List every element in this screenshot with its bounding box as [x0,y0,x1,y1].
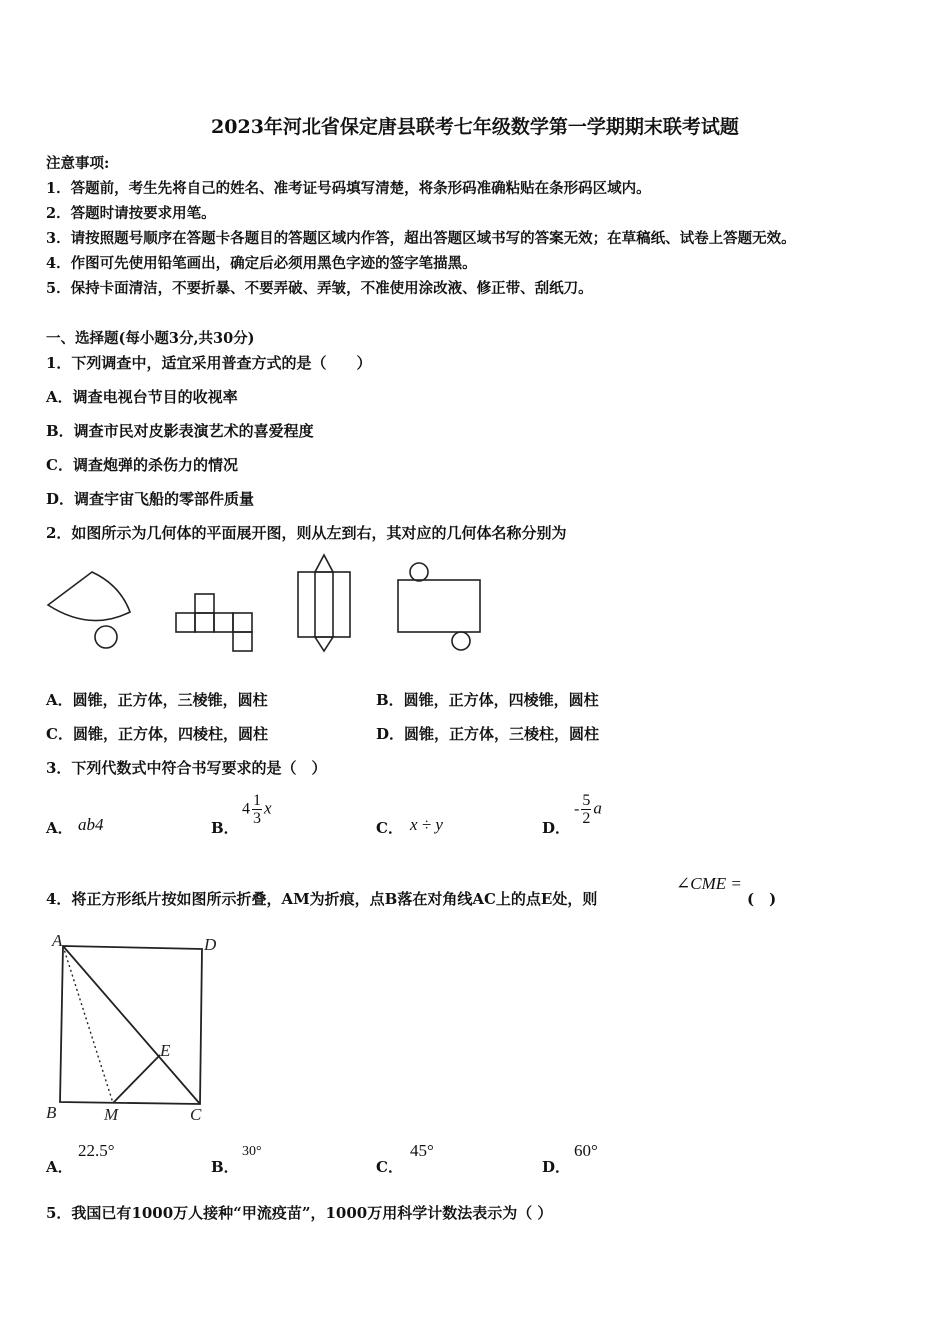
question-3-option-b [242,792,272,827]
question-2-option-a: A．圆锥，正方体，三棱锥，圆柱 [46,691,268,709]
prism-bottom-triangle [315,637,333,651]
question-4-label-b: B． [211,1158,239,1176]
question-3-label-a: A． [46,819,73,837]
fraction-numerator: 5 [582,792,591,809]
note-item-4: 4．作图可先使用铅笔画出，确定后必须用黑色字迹的签字笔描黑。 [46,255,477,272]
cylinder-bottom-circle [452,632,470,650]
label-c: C [190,1105,202,1124]
cylinder-top-circle [410,563,428,581]
page-title: 2023年河北省保定唐县联考七年级数学第一学期期末联考试题 [211,116,739,138]
notes-heading: 注意事项: [46,155,110,172]
cylinder-rectangle [398,580,480,632]
fraction-denominator: 2 [582,810,591,827]
question-4-stem: 4．将正方形纸片按如图所示折叠，AM为折痕，点B落在对角线AC上的点E处，则 [46,890,598,908]
question-3-option-c: x ÷ y [410,815,443,834]
prism-rectangle [298,572,350,637]
cube-face [233,613,252,632]
question-1-option-d: D．调查宇宙飞船的零部件质量 [46,490,255,508]
label-e: E [160,1041,171,1060]
fraction-denominator: 3 [253,810,261,827]
question-3-option-d [574,792,602,827]
mixed-number-whole: 4 [242,800,250,818]
question-4-option-d: 60° [574,1141,598,1160]
question-4-label-a: A． [46,1158,73,1176]
label-a: A [52,931,63,950]
cube-face [214,613,233,632]
label-m: M [104,1105,119,1124]
question-3-label-b: B． [211,819,239,837]
question-4-angle: ∠CME = [676,874,742,893]
prism-top-triangle [315,555,333,572]
label-b: B [46,1103,57,1122]
question-2-option-c: C．圆锥，正方体，四棱柱，圆柱 [46,725,268,743]
note-item-5: 5．保持卡面清洁，不要折暴、不要弄破、弄皱，不准使用涂改液、修正带、刮纸刀。 [46,280,593,297]
question-4-option-b: 30° [242,1144,262,1159]
question-4-option-a: 22.5° [78,1141,115,1160]
question-4-label-c: C． [376,1158,403,1176]
cube-face [195,594,214,613]
question-2-stem: 2．如图所示为几何体的平面展开图，则从左到右，其对应的几何体名称分别为 [46,524,567,542]
minus-sign: - [574,800,580,818]
variable: x [264,798,272,818]
cone-base-circle [95,626,117,648]
fraction-numerator: 1 [253,792,261,809]
question-4-label-d: D． [542,1158,571,1176]
cone-sector [48,572,130,621]
question-3-option-a: ab4 [78,815,104,834]
note-item-3: 3．请按照题号顺序在答题卡各题目的答题区域内作答，超出答题区域书写的答案无效；在草稿纸、试卷上答题无效。 [46,230,796,247]
question-1-stem: 1．下列调查中，适宜采用普查方式的是（ ） [46,354,372,372]
cube-face [176,613,195,632]
fraction [581,792,591,827]
note-item-1: 1．答题前，考生先将自己的姓名、准考证号码填写清楚，将条形码准确粘贴在条形码区域内。 [46,180,651,197]
question-1-option-c: C．调查炮弹的杀伤力的情况 [46,456,238,474]
label-d: D [204,935,217,954]
question-1-option-b: B．调查市民对皮影表演艺术的喜爱程度 [46,422,314,440]
question-3-stem: 3．下列代数式中符合书写要求的是（ ） [46,759,327,777]
diagonal-ac [63,946,200,1104]
square-fold-figure [40,928,230,1128]
segment-me [113,1055,160,1103]
cube-face [195,613,214,632]
section-heading: 一、选择题(每小题3分,共30分) [46,330,255,347]
question-2-option-d: D．圆锥，正方体，三棱柱，圆柱 [376,725,600,743]
question-4-option-c: 45° [410,1141,434,1160]
fold-line-am [63,946,113,1103]
question-1-option-a: A．调查电视台节目的收视率 [46,388,238,406]
fraction [252,792,262,827]
variable: a [593,798,602,818]
cube-face [233,632,252,651]
question-4-paren: ( ) [747,890,777,908]
net-figures [40,550,500,660]
question-3-label-d: D． [542,819,571,837]
question-3-label-c: C． [376,819,403,837]
question-5-stem: 5．我国已有1000万人接种“甲流疫苗”，1000万用科学计数法表示为（ ） [46,1204,553,1222]
note-item-2: 2．答题时请按要求用笔。 [46,205,216,222]
question-2-option-b: B．圆锥，正方体，四棱锥，圆柱 [376,691,599,709]
